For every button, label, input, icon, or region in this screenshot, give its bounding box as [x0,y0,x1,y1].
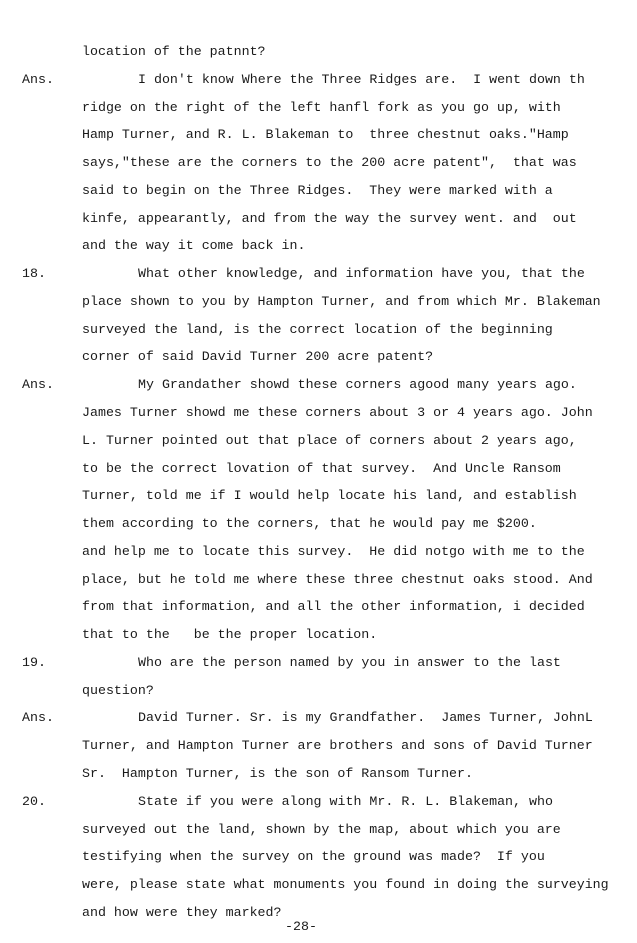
text-line [0,294,637,314]
line-text: were, please state what monuments you found in doing the surveying [82,877,609,893]
question-number-label: 20. [22,793,46,809]
line-text: place, but he told me where these three chestnut oaks stood. And [82,571,593,587]
text-line [0,627,637,647]
question-number-label: 18. [22,266,46,282]
text-line [0,572,637,592]
line-text: from that information, and all the other information, i decided [82,599,585,615]
text-line [0,266,637,286]
line-text: Turner, told me if I would help locate his land, and establish [82,488,577,504]
line-text: says,"these are the corners to the 200 acre patent", that was [82,155,577,171]
line-text: My Grandather showd these corners agood many years ago. [138,377,577,393]
line-text: State if you were along with Mr. R. L. Blakeman, who [138,793,553,809]
text-line [0,72,637,92]
text-line [0,516,637,536]
text-line [0,849,637,869]
text-line [0,44,637,64]
line-text: location of the patnnt? [82,44,266,59]
text-line [0,211,637,231]
text-line [0,822,637,842]
line-text: Sr. Hampton Turner, is the son of Ransom Turner. [82,766,473,782]
line-text: and help me to locate this survey. He did notgo with me to the [82,543,585,559]
line-text: kinfe, appearantly, and from the way the survey went. and out [82,210,577,226]
line-text: testifying when the survey on the ground was made? If you [82,849,545,865]
line-text: and the way it come back in. [82,238,306,254]
line-text: Hamp Turner, and R. L. Blakeman to three chestnut oaks."Hamp [82,127,569,143]
line-text: corner of said David Turner 200 acre patent? [82,349,434,365]
text-line [0,766,637,786]
text-line [0,433,637,453]
line-text: James Turner showd me these corners about 3 or 4 years ago. John [82,405,593,420]
line-text: David Turner. Sr. is my Grandfather. James Turner, JohnL [138,710,593,726]
text-line [0,794,637,814]
line-text: that to the be the proper location. [82,627,378,643]
line-text: Turner, and Hampton Turner are brothers and sons of David Turner [82,738,593,754]
text-line [0,127,637,147]
text-line [0,877,637,897]
text-line [0,405,637,425]
text-line [0,461,637,481]
line-text: place shown to you by Hampton Turner, and from which Mr. Blakeman [82,293,601,309]
text-line [0,544,637,564]
line-text: What other knowledge, and information have you, that the [138,266,585,282]
line-text: to be the correct lovation of that survey. And Uncle Ransom [82,460,561,476]
text-line [0,683,637,703]
line-text: surveyed the land, is the correct location of the beginning [82,321,553,337]
text-line [0,905,637,925]
text-line [0,349,637,369]
text-line [0,710,637,730]
page-number: -28- [285,919,317,934]
line-text: I don't know Where the Three Ridges are. I went down th [138,71,585,87]
line-text: question? [82,682,154,698]
line-text: L. Turner pointed out that place of corners about 2 years ago, [82,432,577,448]
line-text: them according to the corners, that he would pay me $200. [82,516,537,532]
text-line [0,599,637,619]
line-text: surveyed out the land, shown by the map, about which you are [82,821,561,837]
text-line [0,655,637,675]
line-text: ridge on the right of the left hanfl fork as you go up, with [82,99,561,115]
question-number-label: Ans. [22,71,54,87]
text-line [0,183,637,203]
text-line [0,155,637,175]
text-line [0,738,637,758]
text-line [0,238,637,258]
question-number-label: 19. [22,654,46,670]
line-text: and how were they marked? [82,904,282,920]
question-number-label: Ans. [22,377,54,393]
text-line [0,100,637,120]
text-line [0,377,637,397]
text-line [0,488,637,508]
text-line [0,322,637,342]
line-text: said to begin on the Three Ridges. They were marked with a [82,182,553,198]
question-number-label: Ans. [22,710,54,726]
line-text: Who are the person named by you in answer to the last [138,654,561,670]
